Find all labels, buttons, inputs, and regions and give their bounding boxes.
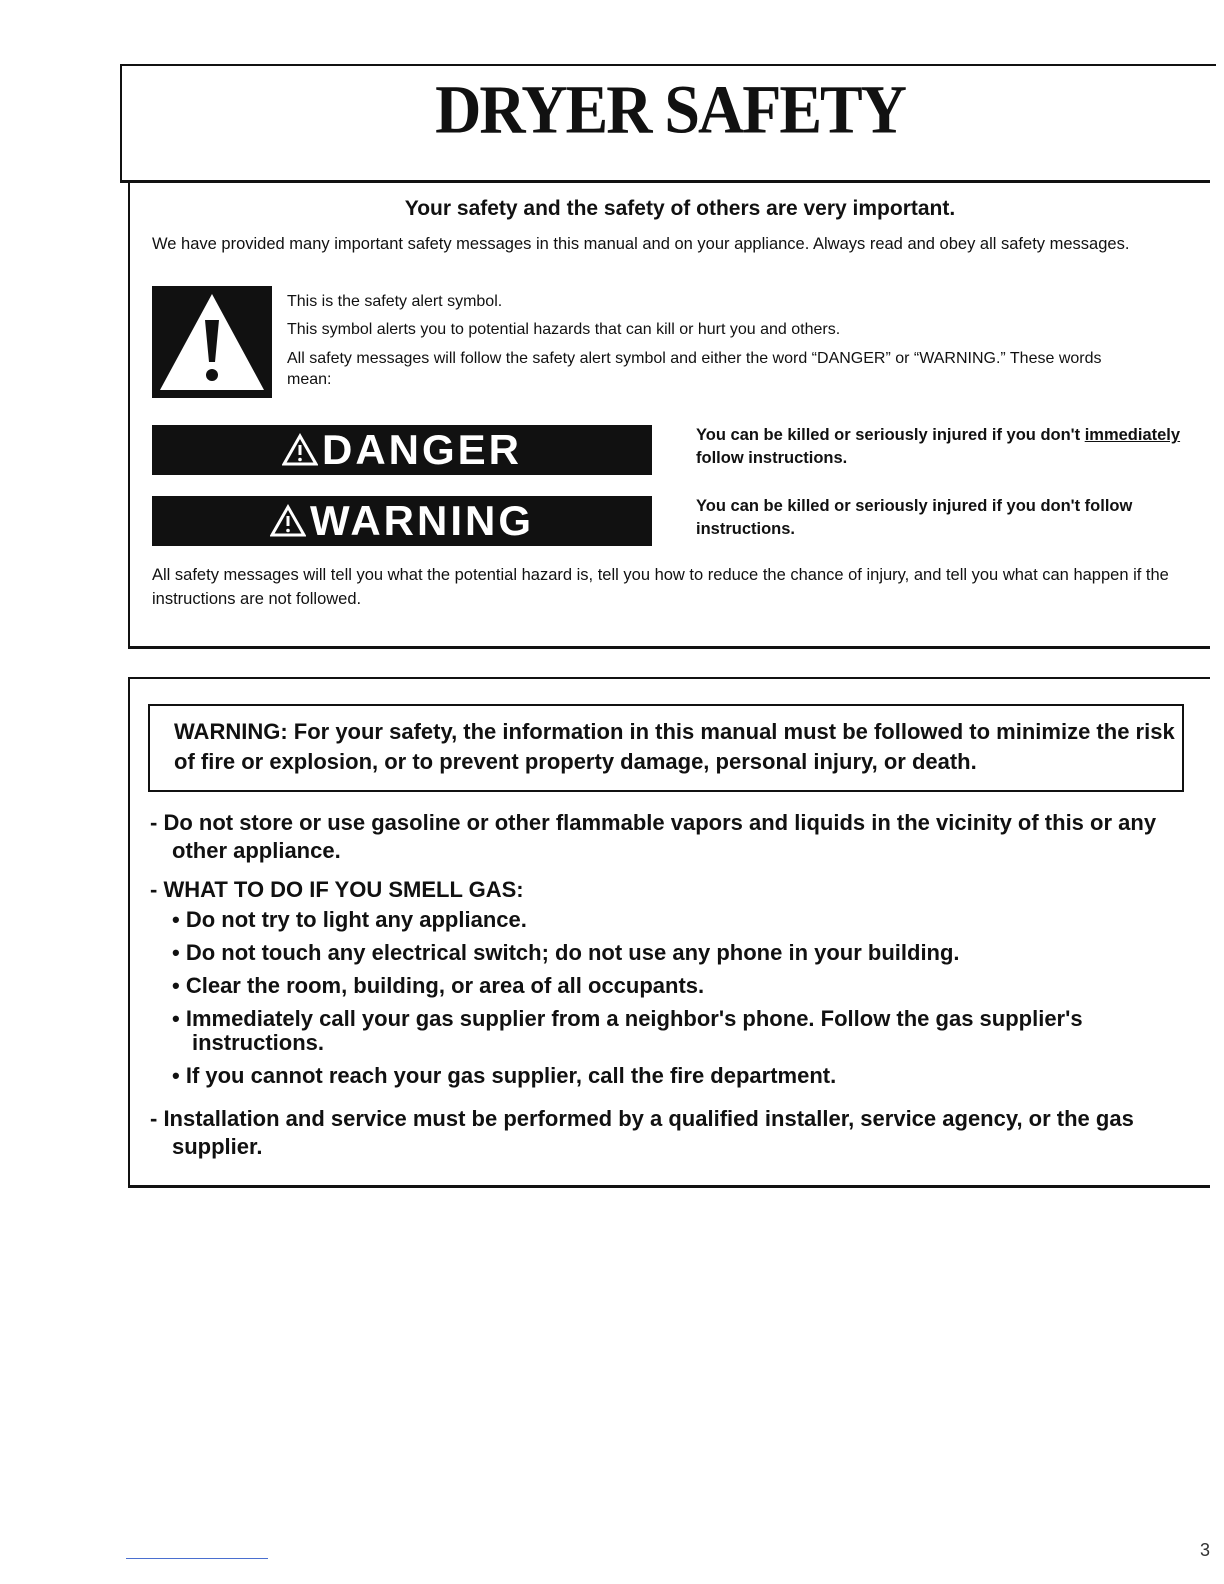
bullet-icon: • xyxy=(172,973,186,998)
list-item xyxy=(172,1064,1202,1088)
list-item-text: Immediately call your gas supplier from a neighbor's phone. Follow the gas supplier's instructions. xyxy=(185,1006,1083,1055)
list-item-text: Do not try to light any appliance. xyxy=(185,907,527,932)
list-item xyxy=(172,941,1202,965)
list-item xyxy=(172,908,1202,932)
warning-alert-icon xyxy=(270,504,306,538)
danger-banner xyxy=(152,425,652,475)
closing-paragraph: All safety messages will tell you what the potential hazard is, tell you how to reduce the chance of injury, and tell you what can happen if the instructions are not followed. xyxy=(152,566,1169,608)
page-number: 3 xyxy=(1200,1540,1211,1560)
top-rule xyxy=(120,64,1216,66)
list-item-text: Clear the room, building, or area of all occupants. xyxy=(185,973,705,998)
danger-label: DANGER xyxy=(321,426,522,473)
top-left-rule xyxy=(120,64,122,182)
list-item xyxy=(172,1007,1202,1055)
list-item-text: If you cannot reach your gas supplier, call the fire department. xyxy=(185,1063,837,1088)
bullet-icon: • xyxy=(172,1006,186,1031)
danger-alert-icon xyxy=(282,433,318,467)
section-border-left xyxy=(128,180,130,648)
alert-explanation xyxy=(287,288,1147,390)
alert-line: This symbol alerts you to potential hazards that can kill or hurt you and others. xyxy=(287,321,841,338)
warning-label: WARNING xyxy=(310,497,534,544)
section-border-bottom xyxy=(128,646,1210,649)
danger-desc-emphasis: immediately xyxy=(1084,426,1181,444)
warning-description: You can be killed or seriously injured if you don't follow instructions. xyxy=(696,497,1133,538)
danger-description xyxy=(696,424,1196,470)
smell-gas-list xyxy=(172,908,1202,1097)
gas-section-border-left xyxy=(128,677,130,1187)
intro-paragraph: We have provided many important safety messages in this manual and on your appliance. Always read and obey all safety messages. xyxy=(152,235,1130,253)
list-item xyxy=(172,974,1202,998)
alert-line: This is the safety alert symbol. xyxy=(287,293,503,310)
gas-section-border-top xyxy=(128,677,1210,679)
bullet-icon: • xyxy=(172,1063,186,1088)
installation-item: - Installation and service must be performed by a qualified installer, service agency, or the gas supplier. xyxy=(150,1106,1134,1159)
bottom-rule xyxy=(126,1558,268,1559)
bullet-icon: • xyxy=(172,907,186,932)
smell-gas-heading: - WHAT TO DO IF YOU SMELL GAS: xyxy=(150,877,524,902)
danger-desc-text: You can be killed or seriously injured if you don't xyxy=(696,426,1085,444)
bullet-icon: • xyxy=(172,940,186,965)
list-item-text: Do not touch any electrical switch; do not use any phone in your building. xyxy=(185,940,960,965)
header-rule xyxy=(120,180,1210,183)
gas-section-border-bottom xyxy=(128,1185,1210,1188)
danger-desc-text-end: follow instructions. xyxy=(696,449,848,467)
flammable-vapors-item: - Do not store or use gasoline or other flammable vapors and liquids in the vicinity of this or any other appliance. xyxy=(150,810,1157,863)
page-title: DRYER SAFETY xyxy=(435,71,905,148)
warning-banner xyxy=(152,496,652,546)
gas-warning-text: WARNING: For your safety, the information in this manual must be followed to minimize the risk of fire or explosion, or to prevent property damage, personal injury, or death. xyxy=(174,719,1175,774)
safety-headline: Your safety and the safety of others are very important. xyxy=(404,197,956,220)
safety-alert-icon xyxy=(152,286,272,398)
alert-line: All safety messages will follow the safety alert symbol and either the word “DANGER” or “WARNING.” These words mean: xyxy=(287,350,1102,388)
